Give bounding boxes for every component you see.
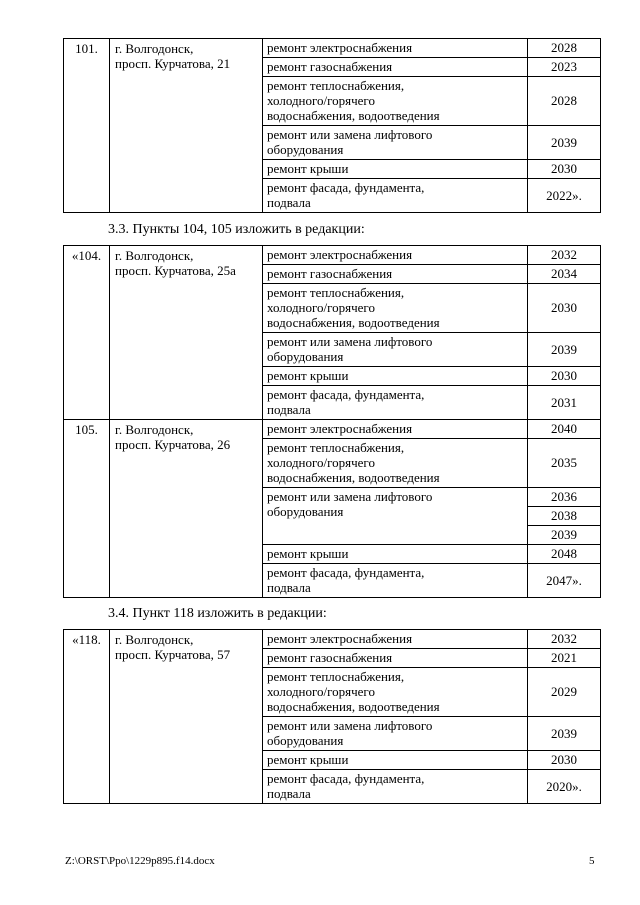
text-line: подвала	[267, 580, 311, 595]
text-line: г. Волгодонск,	[115, 41, 194, 56]
item-number: «104.	[64, 246, 110, 420]
text-line: ремонт газоснабжения	[267, 650, 393, 665]
text-line: г. Волгодонск,	[115, 632, 194, 647]
text-line: просп. Курчатова, 25а	[115, 263, 236, 278]
work-type	[263, 77, 528, 126]
text-line: подвала	[267, 402, 311, 417]
table-row	[64, 420, 601, 439]
text-line: оборудования	[267, 733, 344, 748]
text-line: водоснабжения, водоотведения	[267, 315, 440, 330]
work-year: 2030	[528, 284, 601, 333]
work-year: 2031	[528, 386, 601, 420]
work-year: 2029	[528, 668, 601, 717]
table-row	[64, 630, 601, 649]
work-year: 2038	[528, 507, 601, 526]
paragraph-3-4: 3.4. Пункт 118 изложить в редакции:	[108, 606, 327, 621]
work-type	[263, 564, 528, 598]
text-line: ремонт крыши	[267, 546, 349, 561]
text-line: подвала	[267, 195, 311, 210]
footer-page-number: 5	[589, 855, 595, 867]
text-line: холодного/горячего	[267, 300, 375, 315]
table-item-118	[63, 629, 601, 804]
work-type	[263, 367, 528, 386]
table-item-101	[63, 38, 601, 213]
item-number: 101.	[64, 39, 110, 213]
work-year: 2022».	[528, 179, 601, 213]
text-line: водоснабжения, водоотведения	[267, 699, 440, 714]
work-year: 2030	[528, 160, 601, 179]
work-year: 2039	[528, 526, 601, 545]
work-type	[263, 488, 528, 545]
text-line: ремонт электроснабжения	[267, 421, 413, 436]
work-type	[263, 717, 528, 751]
text-line: ремонт теплоснабжения,	[267, 78, 405, 93]
work-type	[263, 265, 528, 284]
text-line: ремонт или замена лифтового	[267, 718, 433, 733]
text-line: просп. Курчатова, 26	[115, 437, 231, 452]
work-type	[263, 58, 528, 77]
work-type	[263, 39, 528, 58]
work-type	[263, 179, 528, 213]
text-line: ремонт или замена лифтового	[267, 127, 433, 142]
text-line: холодного/горячего	[267, 455, 375, 470]
work-type	[263, 333, 528, 367]
work-type	[263, 386, 528, 420]
work-year: 2023	[528, 58, 601, 77]
table-items-104-105	[63, 245, 601, 598]
text-line: оборудования	[267, 504, 344, 519]
work-type	[263, 751, 528, 770]
footer-file-path: Z:\ORST\Ppo\1229p895.f14.docx	[65, 855, 215, 867]
text-line: ремонт крыши	[267, 161, 349, 176]
text-line: водоснабжения, водоотведения	[267, 108, 440, 123]
work-year: 2032	[528, 630, 601, 649]
item-number: 105.	[64, 420, 110, 598]
work-type	[263, 439, 528, 488]
text-line: ремонт или замена лифтового	[267, 489, 433, 504]
table-row	[64, 39, 601, 58]
work-type	[263, 126, 528, 160]
text-line: г. Волгодонск,	[115, 422, 194, 437]
work-type	[263, 668, 528, 717]
text-line: ремонт электроснабжения	[267, 40, 413, 55]
text-line: ремонт фасада, фундамента,	[267, 565, 425, 580]
work-year: 2035	[528, 439, 601, 488]
text-line: подвала	[267, 786, 311, 801]
work-type	[263, 246, 528, 265]
text-line: ремонт теплоснабжения,	[267, 669, 405, 684]
work-year: 2047».	[528, 564, 601, 598]
work-type	[263, 420, 528, 439]
work-year: 2036	[528, 488, 601, 507]
work-year: 2030	[528, 367, 601, 386]
text-line: ремонт электроснабжения	[267, 247, 413, 262]
work-year: 2021	[528, 649, 601, 668]
work-type	[263, 770, 528, 804]
text-line: ремонт крыши	[267, 368, 349, 383]
text-line: оборудования	[267, 142, 344, 157]
text-line: ремонт фасада, фундамента,	[267, 771, 425, 786]
work-year: 2028	[528, 77, 601, 126]
text-line: ремонт газоснабжения	[267, 266, 393, 281]
text-line: ремонт теплоснабжения,	[267, 440, 405, 455]
work-year: 2030	[528, 751, 601, 770]
work-year: 2034	[528, 265, 601, 284]
text-line: водоснабжения, водоотведения	[267, 470, 440, 485]
text-line: ремонт газоснабжения	[267, 59, 393, 74]
text-line: холодного/горячего	[267, 93, 375, 108]
work-type	[263, 160, 528, 179]
work-type	[263, 630, 528, 649]
work-year: 2039	[528, 717, 601, 751]
work-year: 2028	[528, 39, 601, 58]
text-line: холодного/горячего	[267, 684, 375, 699]
item-address	[110, 630, 263, 804]
work-year: 2032	[528, 246, 601, 265]
text-line: ремонт электроснабжения	[267, 631, 413, 646]
work-year: 2039	[528, 126, 601, 160]
text-line: ремонт фасада, фундамента,	[267, 180, 425, 195]
work-year: 2040	[528, 420, 601, 439]
item-address	[110, 246, 263, 420]
work-year: 2020».	[528, 770, 601, 804]
work-type	[263, 545, 528, 564]
text-line: ремонт теплоснабжения,	[267, 285, 405, 300]
item-number: «118.	[64, 630, 110, 804]
text-line: просп. Курчатова, 57	[115, 647, 231, 662]
text-line: оборудования	[267, 349, 344, 364]
item-address	[110, 39, 263, 213]
text-line: ремонт или замена лифтового	[267, 334, 433, 349]
table-row	[64, 246, 601, 265]
paragraph-3-3: 3.3. Пункты 104, 105 изложить в редакции:	[108, 222, 365, 237]
text-line: ремонт фасада, фундамента,	[267, 387, 425, 402]
work-type	[263, 284, 528, 333]
work-year: 2039	[528, 333, 601, 367]
text-line: просп. Курчатова, 21	[115, 56, 231, 71]
text-line: ремонт крыши	[267, 752, 349, 767]
item-address	[110, 420, 263, 598]
work-year: 2048	[528, 545, 601, 564]
text-line: г. Волгодонск,	[115, 248, 194, 263]
work-type	[263, 649, 528, 668]
